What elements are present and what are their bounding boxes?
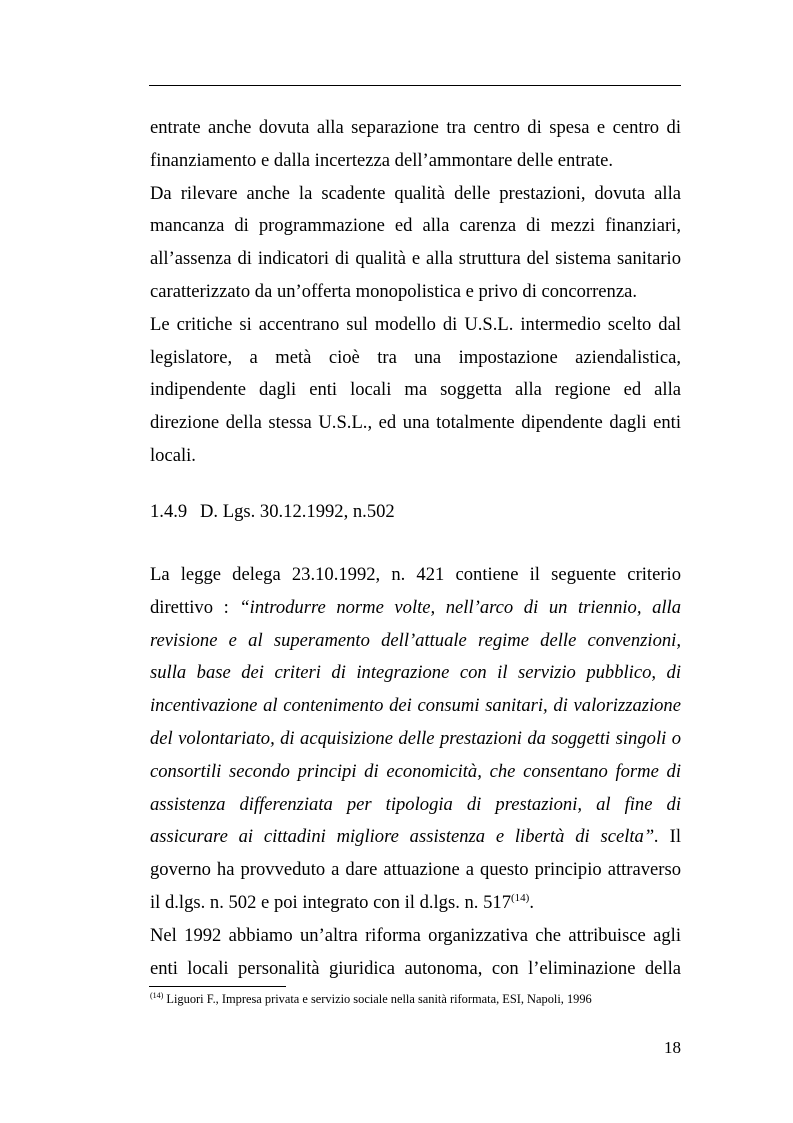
- text-line: Da rilevare anche la scadente qualità delle prestazioni, dovuta alla: [150, 182, 681, 204]
- quote-run: assicurare ai cittadini migliore assistenza e libertà di scelta”.: [150, 826, 659, 848]
- quote-line: sulla base dei criteri di integrazione con il servizio pubblico, di: [150, 662, 681, 684]
- text-line: La legge delega 23.10.1992, n. 421 contiene il seguente criterio: [150, 564, 681, 585]
- text-line: [150, 887, 681, 920]
- text-line: direzione della stessa U.S.L., ed una totalmente dipendente dagli enti: [150, 412, 681, 434]
- text-line: [150, 592, 681, 625]
- text-line: locali.: [150, 444, 196, 466]
- section-heading: [150, 496, 395, 528]
- quote-line: assistenza differenziata per tipologia di prestazioni, al fine di: [150, 793, 681, 815]
- quote-line: revisione e al superamento dell’attuale regime delle convenzioni,: [150, 629, 681, 651]
- text-line: entrate anche dovuta alla separazione tra centro di spesa e centro di: [150, 117, 681, 138]
- text-line: caratterizzato da un’offerta monopolistica e privo di concorrenza.: [150, 280, 637, 302]
- text-run: Il: [658, 826, 681, 848]
- quote-line: consortili secondo principi di economicità, che consentano forme di: [150, 760, 681, 782]
- text-line: enti locali personalità giuridica autonoma, con l’eliminazione della: [150, 957, 681, 979]
- text-run: direttivo :: [150, 596, 240, 618]
- text-line: governo ha provveduto a dare attuazione a questo principio attraverso: [150, 859, 681, 881]
- text-line: mancanza di programmazione ed alla carenza di mezzi finanziari,: [150, 215, 681, 237]
- body-text-top: [150, 112, 681, 473]
- body-text-bottom: [150, 559, 681, 985]
- text-line: Nel 1992 abbiamo un’altra riforma organizzativa che attribuisce agli: [150, 924, 681, 946]
- text-run: il d.lgs. n. 502 e poi integrato con il d.lgs. n. 517: [150, 891, 511, 913]
- page-number: 18: [664, 1038, 681, 1057]
- footnote-text: Liguori F., Impresa privata e servizio sociale nella sanità riformata, ESI, Napoli, 1996: [163, 992, 592, 1006]
- quote-run: “introdurre norme volte, nell’arco di un triennio, alla: [239, 596, 681, 618]
- text-line: indipendente dagli enti locali ma soggetta alla regione ed alla: [150, 379, 681, 401]
- header-rule: [149, 85, 681, 86]
- quote-line: incentivazione al contenimento dei consumi sanitari, di valorizzazione: [150, 695, 681, 717]
- text-line: Le critiche si accentrano sul modello di U.S.L. intermedio scelto dal: [150, 313, 681, 335]
- footnote-mark: (14): [150, 990, 164, 1000]
- text-line: all’assenza di indicatori di qualità e alla struttura del sistema sanitario: [150, 248, 681, 270]
- footnote: [150, 991, 592, 1007]
- text-line: [150, 821, 681, 854]
- section-number: 1.4.9: [150, 501, 188, 522]
- footnote-reference: (14): [511, 891, 530, 904]
- text-line: finanziamento e dalla incertezza dell’ammontare delle entrate.: [150, 149, 614, 171]
- quote-line: del volontariato, di acquisizione delle prestazioni da soggetti singoli o: [150, 727, 681, 749]
- footnote-rule: [149, 986, 286, 987]
- section-title: D. Lgs. 30.12.1992, n.502: [200, 501, 395, 522]
- text-line: legislatore, a metà cioè tra una impostazione aziendalistica,: [150, 346, 681, 368]
- text-run: .: [529, 891, 534, 913]
